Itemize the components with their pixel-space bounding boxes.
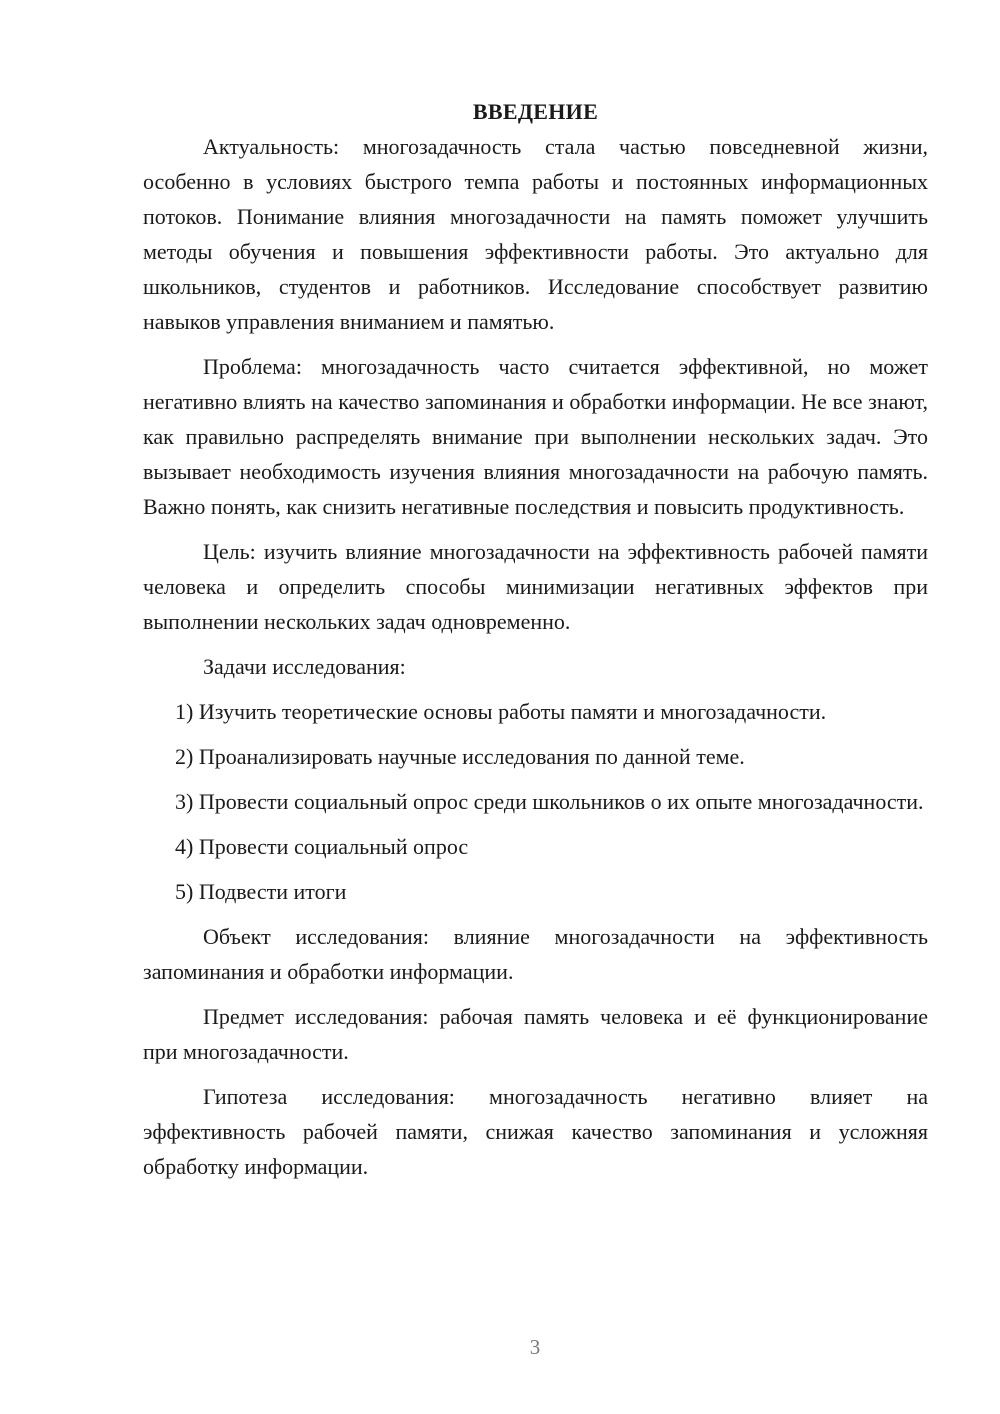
tasks-heading: Задачи исследования: <box>203 654 406 679</box>
paragraph-problem: Проблема: многозадачность часто считается эффективной, но может негативно влиять на качество запоминания и обработки информации. Не все знают, как правильно распределять внимание при выполнении нескольких задач. Это вызывает необходимость изучения влияния многозадачности на рабочую память. Важно понять, как снизить негативные последствия и повысить продуктивность. <box>143 354 928 519</box>
paragraph-goal: Цель: изучить влияние многозадачности на эффективность рабочей памяти человека и определить способы минимизации негативных эффектов при выполнении нескольких задач одновременно. <box>143 539 928 634</box>
paragraph-object: Объект исследования: влияние многозадачности на эффективность запоминания и обработки информации. <box>143 924 928 984</box>
paragraph-subject: Предмет исследования: рабочая память человека и её функционирование при многозадачности. <box>143 1004 928 1064</box>
document-body <box>143 94 928 1194</box>
task-item-4: 4) Провести социальный опрос <box>175 834 469 859</box>
task-item-1: 1) Изучить теоретические основы работы памяти и многозадачности. <box>175 699 827 724</box>
section-title: ВВЕДЕНИЕ <box>472 99 599 124</box>
task-item-2: 2) Проанализировать научные исследования по данной теме. <box>175 744 745 769</box>
paragraph-hypothesis: Гипотеза исследования: многозадачность негативно влияет на эффективность рабочей памяти, снижая качество запоминания и усложняя обработку информации. <box>143 1084 928 1179</box>
paragraph-relevance: Актуальность: многозадачность стала частью повседневной жизни, особенно в условиях быстрого темпа работы и постоянных информационных потоков. Понимание влияния многозадачности на память поможет улучшить методы обучения и повышения эффективности работы. Это актуально для школьников, студентов и работников. Исследование способствует развитию навыков управления вниманием и памятью. <box>143 134 928 334</box>
task-item-3: 3) Провести социальный опрос среди школьников о их опыте многозадачности. <box>175 789 924 814</box>
task-item-5: 5) Подвести итоги <box>175 879 347 904</box>
page-number: 3 <box>529 1335 541 1359</box>
